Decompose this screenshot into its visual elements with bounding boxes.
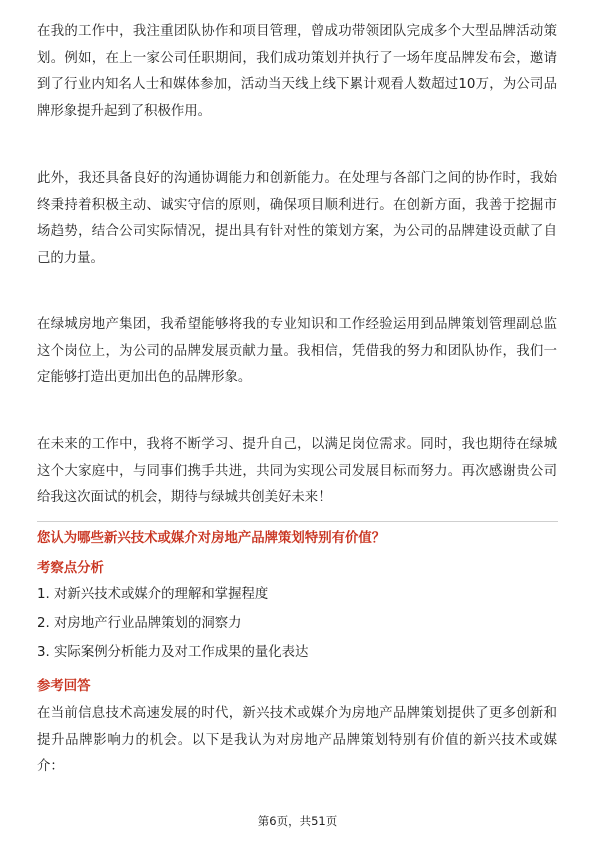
page-footer: 第6页，共51页	[257, 814, 338, 828]
answer-paragraph: 在当前信息技术高速发展的时代，新兴技术或媒介为房地产品牌策划提供了更多创新和提升品牌影响力的机会。以下是我认为对房地产品牌策划特别有价值的新兴技术或媒介：	[37, 706, 557, 774]
body-paragraph: 在未来的工作中，我将不断学习、提升自己，以满足岗位需求。同时，我也期待在绿城这个大家庭中，与同事们携手共进，共同为实现公司发展目标而努力。再次感谢贵公司给我这次面试的机会，期待与绿城共创美好未来！	[37, 437, 557, 505]
analysis-point: 2. 对房地产行业品牌策划的洞察力	[37, 616, 242, 631]
body-paragraph: 在我的工作中，我注重团队协作和项目管理，曾成功带领团队完成多个大型品牌活动策划。例如，在上一家公司任职期间，我们成功策划并执行了一场年度品牌发布会，邀请到了行业内知名人士和媒体参加，活动当天线上线下累计观看人数超过10万，为公司品牌形象提升起到了积极作用。	[37, 24, 557, 119]
interview-question: 您认为哪些新兴技术或媒介对房地产品牌策划特别有价值？	[37, 531, 386, 546]
section-divider	[37, 521, 558, 522]
body-paragraph: 在绿城房地产集团，我希望能够将我的专业知识和工作经验运用到品牌策划管理副总监这个岗位上，为公司的品牌发展贡献力量。我相信，凭借我的努力和团队协作，我们一定能够打造出更加出色的品牌形象。	[37, 317, 557, 385]
analysis-point: 3. 实际案例分析能力及对工作成果的量化表达	[37, 645, 309, 660]
analysis-heading: 考察点分析	[37, 561, 104, 576]
analysis-point: 1. 对新兴技术或媒介的理解和掌握程度	[37, 587, 269, 602]
body-paragraph: 此外，我还具备良好的沟通协调能力和创新能力。在处理与各部门之间的协作时，我始终秉持着积极主动、诚实守信的原则，确保项目顺利进行。在创新方面，我善于挖掘市场趋势，结合公司实际情况，提出具有针对性的策划方案，为公司的品牌建设贡献了自己的力量。	[37, 171, 557, 266]
answer-heading: 参考回答	[37, 679, 91, 694]
